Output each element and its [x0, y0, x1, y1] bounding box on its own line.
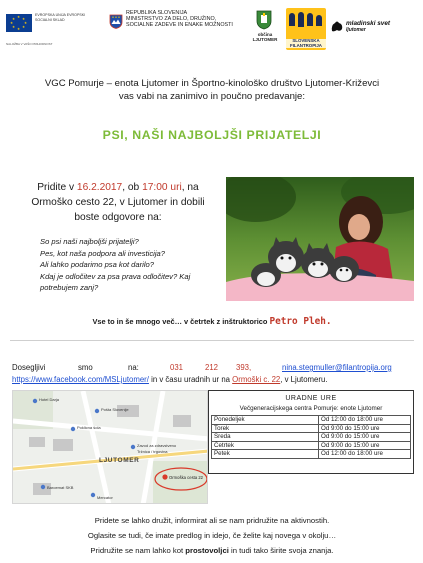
- question-list: [40, 236, 226, 294]
- eu-small-text: NALOŽBA V VAŠO PRIHODNOST: [6, 42, 53, 46]
- instructor-line: Vse to in še mnogo več… v četrtek z inštruktorico Petro Pleh.: [92, 316, 332, 327]
- invite-line-2: Ormoško cesto 22, v Ljutomer in dobili: [31, 197, 205, 209]
- event-time: 17:00 uri: [142, 182, 182, 193]
- email-link[interactable]: nina.stegmuller@filantropija.org: [282, 363, 392, 372]
- eu-logo-text: EVROPSKA UNIJA EVROPSKI SOCIALNI SKLAD: [35, 13, 86, 22]
- office-hours-subheading: Večgeneracijskega centra Pomurje: enote Ljutomer: [239, 405, 383, 412]
- intro-line-1: VGC Pomurje – enota Ljutomer in Športno-kinološko društvo Ljutomer-Križevci: [44, 78, 380, 89]
- table-row: Torek Od 9:00 do 15:00 ure: [212, 424, 411, 433]
- address-text: Ormoški c. 22: [232, 375, 281, 384]
- table-row: Sreda Od 9:00 do 15:00 ure: [212, 433, 411, 442]
- figure-icon: [307, 13, 313, 26]
- office-hours-heading: URADNE URE: [285, 395, 337, 402]
- ljutomer-crest-icon: [256, 10, 272, 30]
- map-pin-label: Ormoška cesta 22: [169, 475, 203, 480]
- phone-part: 212: [205, 363, 219, 372]
- intro-line-2: vas vabi na zanimivo in poučno predavanje:: [118, 91, 306, 102]
- facebook-link[interactable]: https://www.facebook.com/MSLjutomer/: [12, 375, 149, 384]
- slovenska-filantropija-logo: [286, 8, 326, 50]
- phone-part: 393,: [236, 363, 252, 372]
- question-item: Kdaj je odločitev za psa prava odločitev? Kaj: [40, 271, 191, 281]
- girl-with-puppies-photo: [226, 177, 414, 301]
- question-item: potrebujem zanj?: [40, 283, 99, 293]
- gov-text-line-2: MINISTRSTVO ZA DELO, DRUŽINO,: [126, 16, 217, 23]
- office-hours-box: [208, 390, 414, 474]
- event-date: 16.2.2017: [76, 182, 123, 193]
- invite-line-3: boste odgovore na:: [74, 212, 162, 224]
- filantropija-text: SLOVENSKA FILANTROPIJA: [286, 39, 326, 48]
- ministry-text: [126, 10, 246, 29]
- office-hours-table: [211, 415, 411, 459]
- mladinski-svet-icon: [330, 19, 344, 33]
- footer-line-1: Pridete se lahko družit, informirat ali se nam pridružite na aktivnostih.: [94, 516, 330, 525]
- phone-part: 031: [170, 363, 184, 372]
- figure-icon: [289, 13, 295, 26]
- question-item: Ali lahko podarimo psa kot darilo?: [40, 260, 154, 270]
- footer-text: [10, 514, 414, 558]
- page-title: PSI, NAŠI NAJBOLJŠI PRIJATELJI: [102, 128, 322, 142]
- table-row: Četrtek Od 9:00 do 15:00 ure: [212, 441, 411, 450]
- contact-line-2: https://www.facebook.com/MSLjutomer/ in v času uradnih ur na Ormoški c. 22, v Ljutomeru.: [12, 375, 328, 384]
- question-item: So psi naši najboljši prijatelji?: [40, 237, 139, 246]
- table-row: Petek Od 12:00 do 18:00 ure: [212, 450, 411, 459]
- invite-line-1: Pridite v 16.2.2017, ob 17:00 uri, na: [37, 182, 199, 193]
- map-city-label: LJUTOMER: [99, 457, 140, 464]
- figure-icon: [316, 15, 322, 26]
- map-pin-icon: [162, 474, 167, 479]
- table-row: Ponedeljek Od 12:00 do 18:00 ure: [212, 416, 411, 425]
- mladinski-svet-text: mladinski svet ljutomer: [346, 20, 391, 34]
- eu-flag-icon: ★ ★ ★ ★ ★ ★ ★ ★: [6, 14, 32, 32]
- instructor-name: Petro Pleh.: [269, 316, 332, 327]
- location-map[interactable]: Hotel Darja Pošta Slovenije Poklicna šola Zavod za zdravstveno Tržnica / trgovina Baroemat SKB Mercator LJUTOMER Ormoška cesta 22: [12, 390, 208, 504]
- divider: [10, 340, 414, 341]
- slovenia-coat-of-arms-icon: [109, 14, 123, 29]
- intro-text: [10, 77, 414, 103]
- figure-icon: [298, 12, 304, 27]
- footer-line-3: Pridružite se nam lahko kot prostovoljci in tudi tako širite svoja znanja.: [90, 545, 334, 555]
- footer-line-2: Oglasite se tudi, če imate predlog in idejo, če želite kaj novega v okolju…: [87, 530, 337, 540]
- invite-text: [20, 180, 216, 226]
- gov-text-line-1: REPUBLIKA SLOVENIJA: [126, 10, 188, 16]
- question-item: Pes, kot naša podpora ali investicija?: [40, 248, 165, 258]
- gov-text-line-3: SOCIALNE ZADEVE IN ENAKE MOŽNOSTI: [126, 22, 233, 29]
- municipality-name: občina LJUTOMER: [252, 32, 278, 42]
